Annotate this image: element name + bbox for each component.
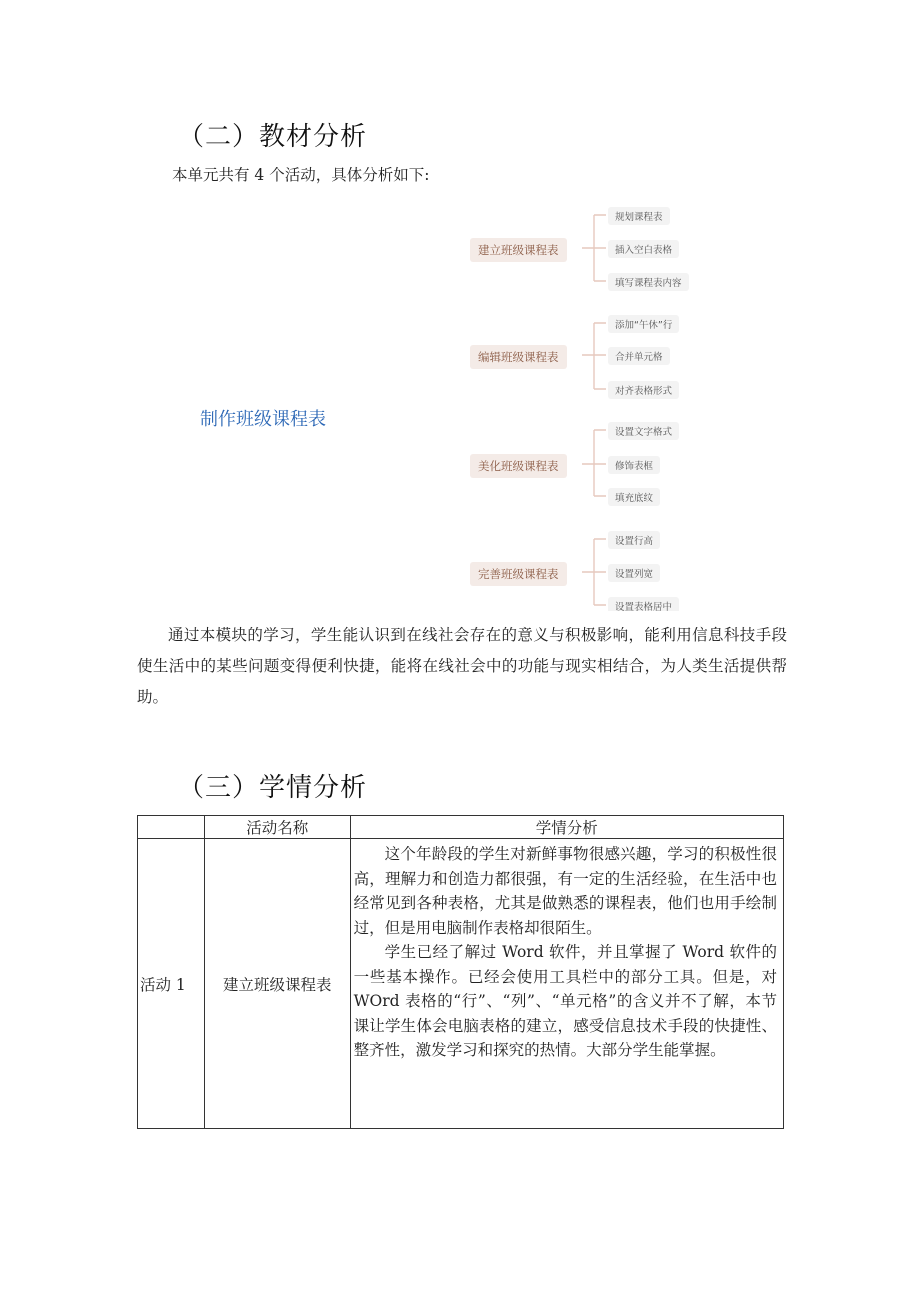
analysis-cell [350, 839, 783, 1129]
mindmap-leaf: 添加“午休”行 [608, 315, 679, 333]
activity-name-cell: 建立班级课程表 [204, 839, 350, 1129]
mindmap-root: 制作班级课程表 [200, 409, 326, 430]
section2-intro: 本单元共有 4 个活动，具体分析如下: [172, 166, 430, 184]
activity-cell: 活动 1 [138, 839, 205, 1129]
mindmap-leaf: 对齐表格形式 [608, 381, 679, 399]
mindmap-group-4: 完善班级课程表 [470, 562, 567, 586]
analysis-paragraph: 这个年龄段的学生对新鲜事物很感兴趣，学习的积极性很高，理解力和创造力都很强，有一定的生活经验，在生活中也经常见到各种表格，尤其是做熟悉的课程表，他们也用手绘制过，但是用电脑制作表格却很陌生。 [353, 845, 777, 937]
mindmap-group-1: 建立班级课程表 [470, 238, 567, 262]
learning-analysis-table [137, 815, 784, 1129]
mindmap-leaf: 规划课程表 [608, 207, 670, 225]
mindmap-leaf: 设置文字格式 [608, 422, 679, 440]
mindmap-leaf: 修饰表框 [608, 456, 660, 474]
mindmap-leaf: 合并单元格 [608, 347, 670, 365]
mindmap-leaf: 设置行高 [608, 531, 660, 549]
mindmap-leaf: 设置表格居中 [608, 597, 679, 611]
section3-heading: （三）学情分析 [178, 773, 368, 803]
mindmap-group-3: 美化班级课程表 [470, 454, 567, 478]
mindmap-diagram [470, 203, 710, 611]
mindmap-leaf: 插入空白表格 [608, 240, 679, 258]
table-header-cell: 学情分析 [350, 816, 783, 839]
table-header-cell [138, 816, 205, 839]
mindmap-group-2: 编辑班级课程表 [470, 345, 567, 369]
analysis-paragraph: 学生已经了解过 Word 软件，并且掌握了 Word 软件的一些基本操作。已经会使用工具栏中的部分工具。但是，对 WOrd 表格的“行”、“列”、“单元格”的含义并不了解，本节课让学生体会电脑表格的建立，感受信息技术手段的快捷性、整齐性，激发学习和探究的热情。大部分学生能掌握。 [353, 943, 777, 1059]
table-header-cell: 活动名称 [204, 816, 350, 839]
section2-conclusion: 通过本模块的学习，学生能认识到在线社会存在的意义与积极影响，能利用信息科技手段使生活中的某些问题变得便利快捷，能将在线社会中的功能与现实相结合，为人类生活提供帮助。 [137, 626, 787, 706]
section2-heading: （二）教材分析 [178, 122, 368, 152]
table-header-row [138, 816, 784, 839]
mindmap-connectors [470, 203, 710, 611]
mindmap-leaf: 设置列宽 [608, 564, 660, 582]
mindmap-leaf: 填写课程表内容 [608, 273, 689, 291]
table-row [138, 839, 784, 1129]
mindmap-leaf: 填充底纹 [608, 488, 660, 506]
